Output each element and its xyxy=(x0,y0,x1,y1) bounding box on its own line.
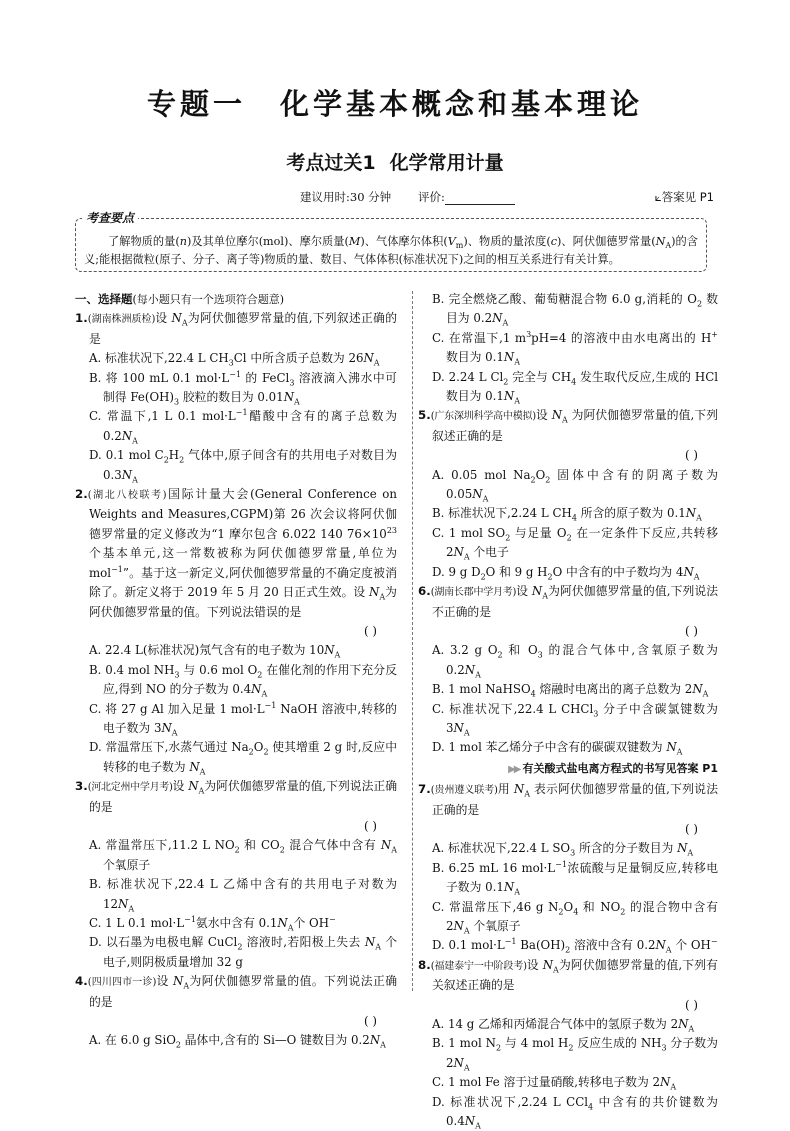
answer-parentheses: ( ) xyxy=(685,821,698,836)
question-number: 5. xyxy=(418,408,431,423)
option: A. 14 g 乙烯和丙烯混合气体中的氢原子数为 $2N_A$ xyxy=(432,1017,695,1034)
question xyxy=(75,972,397,1031)
option: A. 标准状况下,22.4 L $SO_3$ 所含的分子数目为 $N_A$ xyxy=(432,841,694,858)
evaluation-blank xyxy=(445,192,515,205)
question-stem: 设 $N_A$为阿伏伽德罗常量的值,下列说法不正确的是 xyxy=(432,584,718,619)
evaluation xyxy=(418,189,515,205)
option: D. 标准状况下,2.24 L CCl$_4$ 中含有的共价键数为 $0.4N_A$ xyxy=(432,1094,718,1131)
left-column xyxy=(75,290,397,1051)
suggested-time: 建议用时:30 分钟 xyxy=(300,190,392,204)
question-source: (湖北八校联考) xyxy=(87,490,167,502)
question-stem: 设 $N_A$为阿伏伽德罗常量的值,下列叙述正确的是 xyxy=(89,311,398,346)
question-number: 4. xyxy=(75,974,88,989)
answer-parentheses: ( ) xyxy=(364,623,377,638)
answer-parentheses: ( ) xyxy=(685,623,698,638)
question xyxy=(75,777,397,836)
question-stem: 设 $N_A$为阿伏伽德罗常量的值,下列有关叙述正确的是 xyxy=(432,957,718,993)
question-stem: 设 $N_A$ 为阿伏伽德罗常量的值,下列叙述正确的是 xyxy=(432,408,718,443)
section-title-part1: 考点过关1 xyxy=(286,152,376,174)
question-source: (福建泰宁一中阶段考) xyxy=(430,960,527,972)
chapter-title-part1: 专题一 xyxy=(146,87,246,121)
exam-points-label: 考查要点 xyxy=(82,209,138,226)
option: C. 1 mol Fe 溶于过量硝酸,转移电子数为 $2N_A$ xyxy=(432,1075,677,1092)
question-list-right-a xyxy=(418,406,718,757)
chapter-title xyxy=(0,82,790,123)
question-list-left xyxy=(75,309,397,1050)
option: A. 3.2 g $O_2$ 和 $O_3$ 的混合气体中,含氧原子数为 $0.2N_A$ xyxy=(432,643,718,680)
question-source: (湖南株洲质检) xyxy=(87,314,156,326)
option: D. 常温常压下,水蒸气通过 $Na_2O_2$ 使其增重 2 g 时,反应中转移的电子数为 $N_A$ xyxy=(89,740,397,777)
answer-parentheses: ( ) xyxy=(685,448,698,463)
answer-parentheses: ( ) xyxy=(364,1014,377,1029)
question-number: 1. xyxy=(75,311,88,326)
answer-parentheses: ( ) xyxy=(685,997,698,1012)
option: B. 0.4 mol $NH_3$ 与 0.6 mol $O_2$ 在催化剂的作用下充分反应,得到 NO 的分子数为 $0.4N_A$ xyxy=(89,662,397,699)
question-source: (广东深圳科学高中模拟) xyxy=(430,411,536,423)
question-source: (湖南长郡中学月考) xyxy=(430,587,517,599)
option: C. 将 27 g Al 加入足量 1 $mol\cdot L^{-1}$ NaOH 溶液中,转移的电子数为 $3N_A$ xyxy=(89,700,397,738)
evaluation-label: 评价: xyxy=(418,190,445,204)
answer-reference: ⟀答案见 P1 xyxy=(654,190,714,204)
section-title xyxy=(0,148,790,175)
question xyxy=(418,956,718,1015)
answer-banner xyxy=(418,759,718,779)
question xyxy=(418,780,718,839)
question-stem: 国际计量大会(General Conference on Weights and Measures,CGPM)第 26 次会议将阿伏伽德罗常量的定义修改为“1 摩尔包含 6.022 140 $76\times 10^{23}$个基本单元,这一常数被称为阿伏伽德罗常量,单位为 mol$^{-1}$”。基于这一新定义,阿伏伽德罗常量的不确定度被消除了。新定义将于 2019 年 5 月 20 日正式生效。设 $N_A$为阿伏伽德罗常量的值。下列说法错误的是 xyxy=(89,487,397,619)
column-divider xyxy=(412,291,413,991)
option: B. 将 100 mL 0.1 $mol\cdot L^{-1}$ 的 FeCl$_3$ 溶液滴入沸水中可制得 $Fe(OH)_3$ 胶粒的数目为 $0.01N_A$ xyxy=(89,369,397,407)
chapter-title-part2: 化学基本概念和基本理论 xyxy=(280,87,644,121)
option: B. 标准状况下,2.24 L $CH_4$ 所含的原子数为 $0.1N_A$ xyxy=(432,506,702,523)
exam-points-box xyxy=(75,211,707,272)
option: B. 完全燃烧乙酸、葡萄糖混合物 6.0 g,消耗的 $O_2$ 数目为 $0.2N_A$ xyxy=(432,292,719,328)
option: B. 1 mol NaHSO$_4$ 熔融时电离出的离子总数为 $2N_A$ xyxy=(432,682,709,699)
option: C. 1 mol $SO_2$ 与足量 $O_2$ 在一定条件下反应,共转移 $2N_A$ 个电子 xyxy=(432,525,718,562)
section-heading-title: 一、选择题 xyxy=(75,292,133,306)
exam-points-text: 了解物质的量(n)及其单位摩尔(mol)、摩尔质量(M)、气体摩尔体积$(V_m)$、物质的量浓度(c)、阿伏伽德罗常量$(N_A)$的含义;能根据微粒(原子、分子、离子等)物质的量、数目、气体体积(标准状况下)之间的相互关系进行有关计算。 xyxy=(84,235,698,266)
question-stem: 设 $N_A$为阿伏伽德罗常量的值,下列说法正确的是 xyxy=(89,779,397,814)
option: A. 0.05 mol $Na_2O_2$ 固体中含有的阴离子数为 $0.05N_A$ xyxy=(432,467,718,504)
option: D. 0.1 mol $C_2H_2$ 气体中,原子间含有的共用电子对数目为 $0.3N_A$ xyxy=(89,448,397,485)
section-heading-note: (每小题只有一个选项符合题意) xyxy=(132,293,285,306)
arrow-icon: ▶▶ xyxy=(508,763,520,775)
question xyxy=(75,309,397,349)
option: D. 0.1 $mol\cdot L^{-1}$ $Ba(OH)_2$ 溶液中含有 $0.2N_A$ 个 OH− xyxy=(432,937,718,955)
option: D. 9 g $D_2O$ 和 9 g $H_2O$ 中含有的中子数均为 $4N_A$ xyxy=(432,564,700,582)
option: C. 在常温下,1 $m^3pH=4$ 的溶液中由水电离出的 H+ 数目为 $0.1N_A$ xyxy=(432,329,718,367)
continued-options xyxy=(418,290,718,406)
question-number: 2. xyxy=(75,487,88,502)
right-column xyxy=(418,290,718,1131)
option: A. 22.4 L(标准状况)氖气含有的电子数为 $10N_A$ xyxy=(89,643,341,660)
question-source: (河北定州中学月考) xyxy=(87,782,173,794)
section-heading xyxy=(75,290,397,309)
question-stem: 设 $N_A$为阿伏伽德罗常量的值。下列说法正确的是 xyxy=(89,974,397,1009)
option: D. 2.24 L $Cl_2$ 完全与 $CH_4$ 发生取代反应,生成的 HCl 数目为 $0.1N_A$ xyxy=(432,369,718,406)
option: C. 1 L 0.1 $mol\cdot L^{-1}$氨水中含有 $0.1N_A$个 OH− xyxy=(89,915,336,933)
option: D. 1 mol 苯乙烯分子中含有的碳碳双键数为 $N_A$ xyxy=(432,740,683,757)
question-number: 8. xyxy=(418,957,431,972)
option: C. 常温常压下,46 g $N_2O_4$ 和 $NO_2$ 的混合物中含有 $2N_A$ 个氧原子 xyxy=(432,899,718,936)
question-number: 6. xyxy=(418,584,431,599)
option: A. 常温常压下,11.2 L $NO_2$ 和 $CO_2$ 混合气体中含有 $N_A$ 个氧原子 xyxy=(89,838,397,872)
question xyxy=(418,582,718,641)
answer-parentheses: ( ) xyxy=(364,818,377,833)
option: B. 标准状况下,22.4 L 乙烯中含有的共用电子对数为 $12N_A$ xyxy=(89,877,397,913)
option: B. 6.25 mL 16 $mol\cdot L^{-1}$浓硫酸与足量铜反应,转移电子数为 $0.1N_A$ xyxy=(432,859,718,897)
question-number: 7. xyxy=(418,782,431,797)
option: C. 标准状况下,22.4 L CHCl$_3$ 分子中含碳氯键数为 $3N_A$ xyxy=(432,701,718,738)
question-source: (贵州遵义联考) xyxy=(430,785,498,797)
option: C. 常温下,1 L 0.1 $mol\cdot L^{-1}$醋酸中含有的离子总数为 $0.2N_A$ xyxy=(89,408,397,446)
option: A. 标准状况下,22.4 L $CH_3Cl$ 中所含质子总数为 $26N_A$ xyxy=(89,351,380,368)
question-source: (四川四市一诊) xyxy=(87,977,157,989)
question-stem: 用 $N_A$ 表示阿伏伽德罗常量的值,下列说法正确的是 xyxy=(432,782,719,817)
question xyxy=(75,485,397,641)
answer-banner-text: 有关酸式盐电离方程式的书写见答案 P1 xyxy=(522,761,718,775)
option: A. 在 6.0 g SiO$_2$ 晶体中,含有的 Si—O 键数目为 $0.2N_A$ xyxy=(89,1033,386,1050)
option: D. 以石墨为电极电解 CuCl$_2$ 溶液时,若阳极上失去 $N_A$ 个电子,则阴极质量增加 32 g xyxy=(89,935,397,969)
question xyxy=(418,406,718,465)
section-title-part2: 化学常用计量 xyxy=(389,152,504,174)
question-list-right-b xyxy=(418,780,718,1131)
option: B. 1 mol $N_2$ 与 4 mol $H_2$ 反应生成的 $NH_3$ 分子数为 $2N_A$ xyxy=(432,1036,718,1073)
question-number: 3. xyxy=(75,779,88,794)
